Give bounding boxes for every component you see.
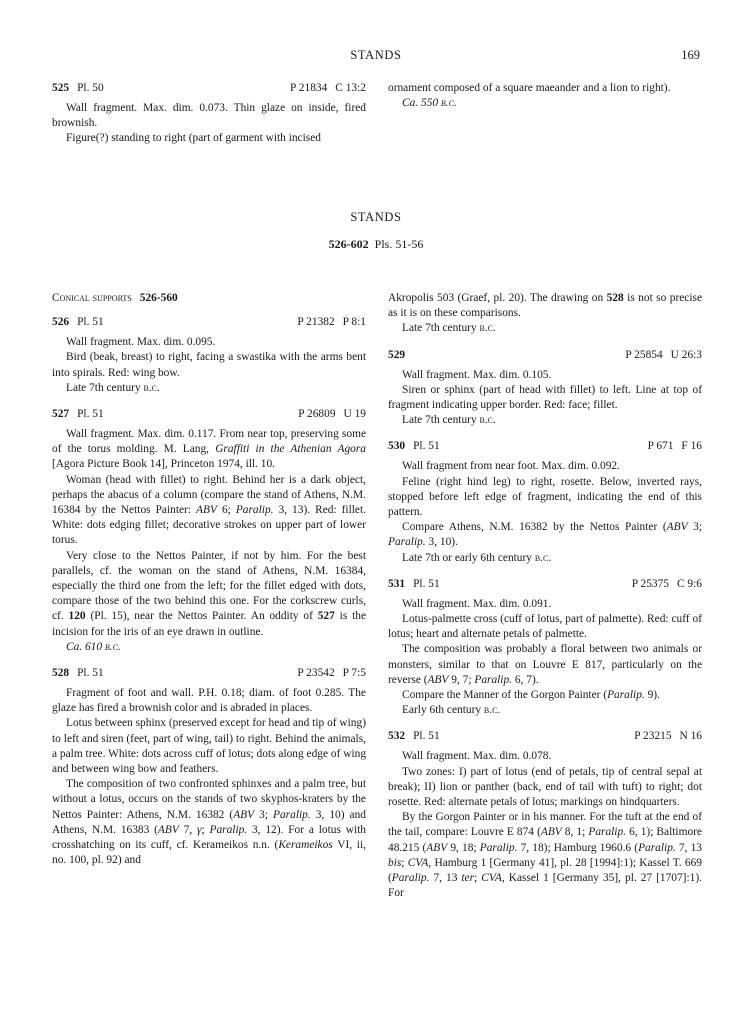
entry-530-description: Wall fragment from near foot. Max. dim. 0.092. <box>402 460 620 473</box>
page-number: 169 <box>681 48 700 62</box>
entry-527-commentary: Very close to the Nettos Painter, if not by him. For the best parallels, cf. the woman on the stand of Athens, N.M. 16384, especially the third one from the left; for the fillet edged with dots, compare those of the two behind this one. For the corkscrew curls, cf. 120 (Pl. 15), near the Nettos Painter. An oddity of 527 is the incision for the iris of an eye drawn in outline. <box>52 549 367 638</box>
entry-number: 530 <box>388 440 406 453</box>
entry-526-description: Wall fragment. Max. dim. 0.095. <box>66 336 216 349</box>
entry-528-description: Fragment of foot and wall. P.H. 0.18; diam. of foot 0.285. The glaze has fired a brownish color and is abraded in places. <box>52 687 366 715</box>
subsection-range: 526-560 <box>139 292 178 304</box>
entry-525-subject: Figure(?) standing to right (part of garment with incised <box>66 132 321 145</box>
entry-528-commentary-cont: Akropolis 503 (Graef, pl. 20). The drawing on 528 is not so precise as it is on these comparisons. <box>388 292 702 320</box>
entry-528-date: Late 7th century b.c. <box>402 322 496 335</box>
entry-531-subject: Lotus-palmette cross (cuff of lotus, part of palmette). Red: cuff of lotus; heart and alternate petals of palmette. <box>388 613 702 641</box>
inventory-number: P 23215 <box>634 730 672 743</box>
entry-525-date: Ca. 550 b.c. <box>402 97 457 110</box>
top-right-column <box>388 81 702 111</box>
inventory-number: P 25375 <box>631 577 669 590</box>
section-range <box>52 237 700 252</box>
deposit-location: P 7:5 <box>342 667 366 680</box>
subsection-label: Conical supports <box>52 292 132 304</box>
deposit-location: C 9:6 <box>676 577 702 590</box>
entry-531-date: Early 6th century b.c. <box>402 704 501 717</box>
right-column <box>388 291 702 902</box>
running-head-title: STANDS <box>350 48 402 62</box>
entry-531-description: Wall fragment. Max. dim. 0.091. <box>402 597 552 610</box>
entry-532-subject: Two zones: I) part of lotus (end of petals, tip of central sepal at break); II) lion or panther (back, end of tail with tuft) to right; dot rosette. Red: alternate petals of lotus; markings on hindquarters. <box>388 765 702 809</box>
entry-525-description: Wall fragment. Max. dim. 0.073. Thin glaze on inside, fired brownish. <box>52 102 366 130</box>
section-range-numbers: 526-602 <box>328 237 369 251</box>
entry-529-description: Wall fragment. Max. dim. 0.105. <box>402 368 552 381</box>
entry-525-subject-cont: ornament composed of a square maeander and a lion to right). <box>388 82 671 94</box>
entry-530-date: Late 7th or early 6th century b.c. <box>402 551 552 564</box>
inventory-number: P 21834 <box>290 82 328 94</box>
entry-529-header <box>388 348 702 363</box>
entry-531-header <box>388 577 702 592</box>
plate-ref: Pl. 51 <box>413 577 440 590</box>
entry-528-subject: Lotus between sphinx (preserved except for head and tip of wing) to left and siren (feet, part of wing, tail) to right. Behind the animals, a palm tree. White: dots across cuff of lotus; dots along edge of wing and between wing bow and feathers. <box>52 717 367 776</box>
left-column <box>52 291 366 869</box>
entry-525-header <box>52 81 366 96</box>
entry-528-commentary: The composition of two confronted sphinxes and a palm tree, but without a lotus, occurs on the stands of two skyphos-kraters by the Nettos Painter: Athens, N.M. 16382 (ABV 3; Paralip. 3, 10) and Athens, N.M. 16383 (ABV 7, γ; Paralip. 3, 12). For a lotus with crosshatching on its cuff, cf. Kerameikos n.n. (Kerameikos VI, ii, no. 100, pl. 92) and <box>52 778 366 867</box>
entry-528-header <box>52 666 366 681</box>
entry-530-header <box>388 439 702 454</box>
entry-532-description: Wall fragment. Max. dim. 0.078. <box>402 750 552 763</box>
entry-531-commentary: The composition was probably a floral between two animals or monsters, similar to that on Louvre E 817, particularly on the reverse (ABV 9, 7; Paralip. 6, 7). <box>388 643 702 686</box>
inventory-number: P 671 <box>647 440 674 453</box>
plate-ref: Pl. 51 <box>413 440 440 453</box>
top-left-column <box>52 81 366 147</box>
plate-ref: Pl. 51 <box>413 730 440 743</box>
entry-number: 527 <box>52 408 70 421</box>
entry-526-subject: Bird (beak, breast) to right, facing a swastika with the arms bent into spirals. Red: wing bow. <box>52 351 366 379</box>
entry-527-header <box>52 407 366 422</box>
deposit-location: U 26:3 <box>670 348 702 361</box>
entry-527-date: Ca. 610 b.c. <box>66 640 121 653</box>
entry-527-subject: Woman (head with fillet) to right. Behind her is a dark object, perhaps the abacus of a column (compare the stand of Athens, N.M. 16384 by the Nettos Painter: ABV 6; Paralip. 3, 13). Red: fillet. White: dots edging fillet; decorative strokes on upper part of lower torus. <box>52 473 366 547</box>
entry-531-attribution: Compare the Manner of the Gorgon Painter (Paralip. 9). <box>402 689 660 702</box>
entry-532-commentary: By the Gorgon Painter or in his manner. For the tuft at the end of the tail, compare: Louvre E 874 (ABV 8, 1; Paralip. 6, 1); Baltimore 48.215 (ABV 9, 18; Paralip. 7, 18); Hamburg 1960.6 (Paralip. 7, 13 bis; CVA, Hamburg 1 [Germany 41], pl. 28 [1994]:1); Kassel T. 669 (Paralip. 7, 13 ter; CVA, Kassel 1 [Germany 35], pl. 27 [1707]:1). For <box>388 811 702 900</box>
plate-ref: Pl. 50 <box>77 82 104 94</box>
entry-530-subject: Feline (right hind leg) to right, rosette. Below, inverted rays, stopped before left edge of fragment, indicating the end of this pattern. <box>388 475 702 519</box>
entry-529-subject: Siren or sphinx (part of head with fillet) to left. Line at top of fragment indicating upper border. Red: face; fillet. <box>388 383 702 412</box>
section-title: STANDS <box>350 210 402 224</box>
section-plates: Pls. 51-56 <box>374 237 424 251</box>
running-head <box>52 48 700 66</box>
entry-529-date: Late 7th century b.c. <box>402 414 496 427</box>
entry-number: 531 <box>388 577 406 590</box>
entry-number: 528 <box>52 667 70 680</box>
entry-number: 532 <box>388 730 406 743</box>
entry-number: 529 <box>388 348 406 361</box>
deposit-location: C 13:2 <box>335 82 366 94</box>
inventory-number: P 26809 <box>298 408 336 421</box>
inventory-number: P 21382 <box>297 316 335 329</box>
inventory-number: P 23542 <box>297 667 335 680</box>
plate-ref: Pl. 51 <box>77 667 104 680</box>
deposit-location: P 8:1 <box>342 316 366 329</box>
entry-530-commentary: Compare Athens, N.M. 16382 by the Nettos Painter (ABV 3; Paralip. 3, 10). <box>388 521 702 549</box>
entry-532-header <box>388 729 702 744</box>
entry-number: 526 <box>52 316 70 329</box>
entry-526-date: Late 7th century b.c. <box>66 381 160 394</box>
plate-ref: Pl. 51 <box>77 316 104 329</box>
subsection-heading <box>52 291 366 306</box>
inventory-number: P 25854 <box>625 348 663 361</box>
entry-526-header <box>52 315 366 330</box>
entry-527-description: Wall fragment. Max. dim. 0.117. From near top, preserving some of the torus molding. M. Lang, Graffiti in the Athenian Agora [Agora Picture Book 14], Princeton 1974, ill. 10. <box>52 428 366 471</box>
deposit-location: F 16 <box>681 440 702 453</box>
plate-ref: Pl. 51 <box>77 408 104 421</box>
entry-number: 525 <box>52 82 70 94</box>
deposit-location: U 19 <box>343 408 366 421</box>
deposit-location: N 16 <box>679 730 702 743</box>
